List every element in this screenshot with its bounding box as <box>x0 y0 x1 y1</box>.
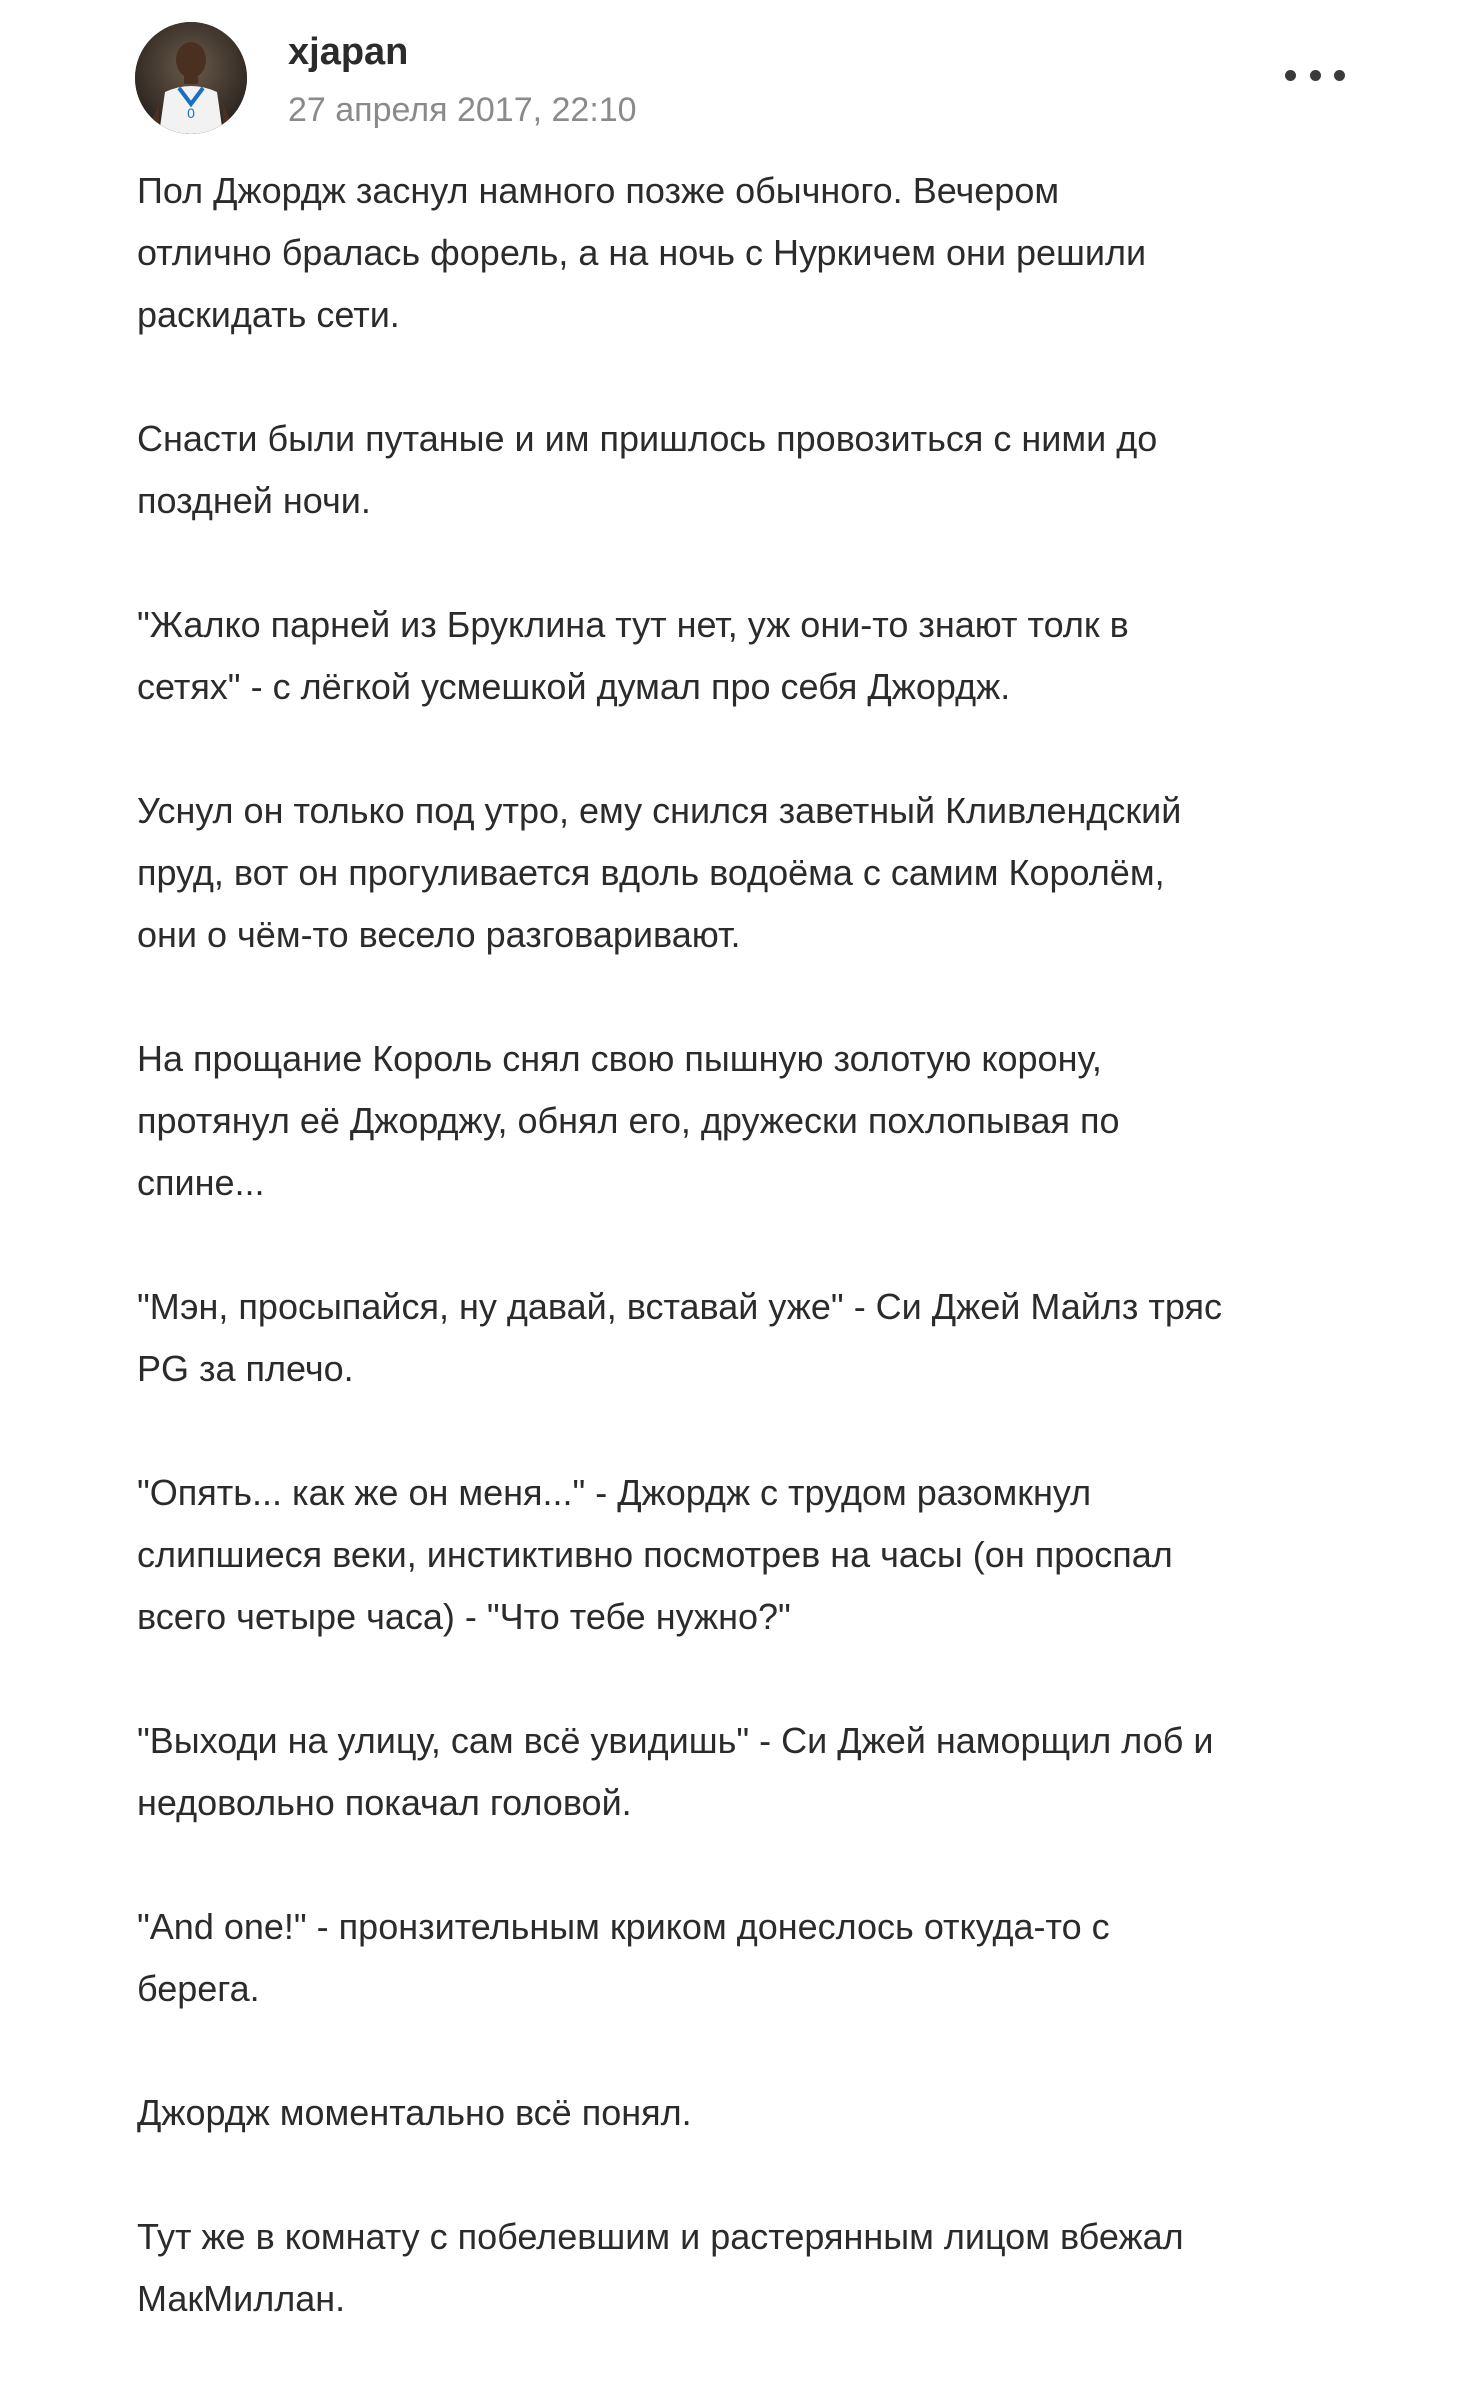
post-header <box>0 0 1460 160</box>
post-paragraph: "Выходи на улицу, сам всё увидишь" - Си Джей наморщил лоб и недовольно покачал головой. <box>137 1720 1214 1823</box>
post-paragraph: На прощание Король снял свою пышную золотую корону, протянул её Джорджу, обнял его, дружески похлопывая по спине... <box>137 1038 1120 1203</box>
more-dot <box>1285 70 1296 81</box>
post-paragraph: "And one!" - пронзительным криком донеслось откуда-то с берега. <box>137 1906 1110 2009</box>
author-avatar[interactable] <box>135 22 247 134</box>
author-name[interactable]: xjapan <box>288 31 409 73</box>
post-paragraph: Снасти были путаные и им пришлось провозиться с ними до поздней ночи. <box>137 418 1158 521</box>
post-body <box>137 160 1377 2392</box>
more-dot <box>1334 70 1345 81</box>
post-paragraph: "Опять... как же он меня..." - Джордж с трудом разомкнул слипшиеся веки, инстиктивно посмотрев на часы (он проспал всего четыре часа) - "Что тебе нужно?" <box>137 1472 1173 1637</box>
post-paragraph: Джордж моментально всё понял. <box>137 2092 692 2133</box>
post-paragraph: "Жалко парней из Бруклина тут нет, уж они-то знают толк в сетях" - с лёгкой усмешкой думал про себя Джордж. <box>137 604 1129 707</box>
svg-text:0: 0 <box>187 105 195 121</box>
more-dot <box>1310 70 1321 81</box>
more-options-icon[interactable] <box>1285 60 1345 90</box>
post-paragraph: Уснул он только под утро, ему снился заветный Кливлендский пруд, вот он прогуливается вдоль водоёма с самим Королём, они о чём-то весело разговаривают. <box>137 790 1182 955</box>
avatar-image <box>135 22 247 134</box>
post-paragraph: "Мэн, просыпайся, ну давай, вставай уже" - Си Джей Майлз тряс PG за плечо. <box>137 1286 1223 1389</box>
post-date: 27 апреля 2017, 22:10 <box>288 91 637 129</box>
post-paragraph: Пол Джордж заснул намного позже обычного. Вечером отлично бралась форель, а на ночь с Нуркичем они решили раскидать сети. <box>137 170 1147 335</box>
post-paragraph: Тут же в комнату с побелевшим и растерянным лицом вбежал МакМиллан. <box>137 2216 1184 2319</box>
